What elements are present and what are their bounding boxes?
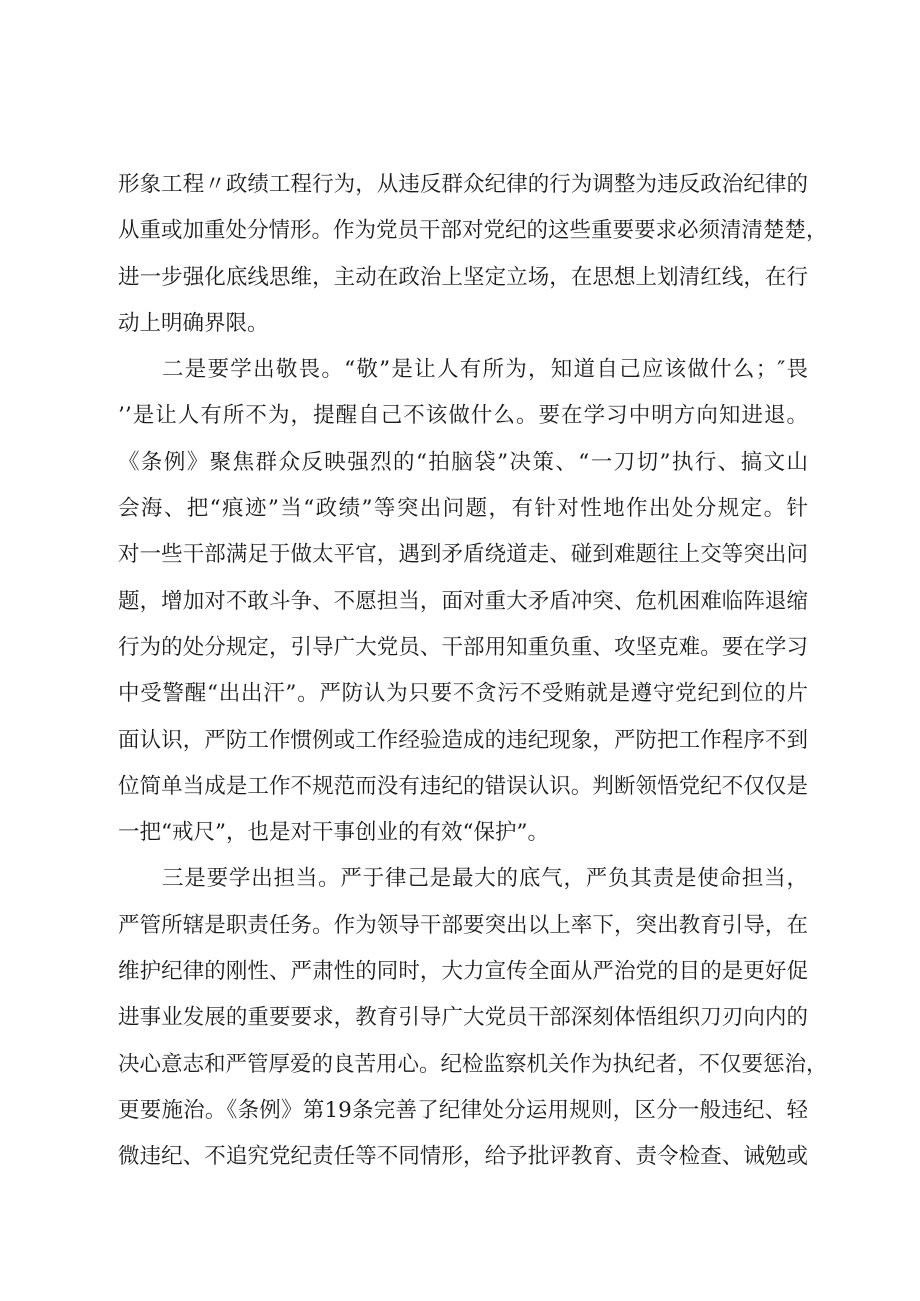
text-line: 中受警醒“出出汗”。严防认为只要不贪污不受贿就是遵守党纪到位的片	[118, 681, 808, 707]
text-line: 行为的处分规定，引导广大党员、干部用知重负重、攻坚克难。要在学习	[118, 634, 808, 660]
text-line: 更要施治。《条例》第19条完善了纪律处分运用规则，区分一般违纪、轻	[118, 1097, 808, 1123]
text-line: 严管所辖是职责任务。作为领导干部要突出以上率下，突出教育引导，在	[118, 912, 808, 938]
text-line: 进一步强化底线思维，主动在政治上坚定立场，在思想上划清红线，在行	[118, 264, 808, 290]
text-line: 位简单当成是工作不规范而没有违纪的错误认识。判断领悟党纪不仅仅是	[118, 773, 808, 799]
text-line: 会海、把“痕迹”当“政绩”等突出问题，有针对性地作出处分规定。针	[118, 496, 808, 522]
text-line: 从重或加重处分情形。作为党员干部对党纪的这些重要要求必须清清楚楚，	[118, 218, 828, 244]
text-line: 面认识，严防工作惯例或工作经验造成的违纪现象，严防把工作程序不到	[118, 727, 808, 753]
text-line: 维护纪律的刚性、严肃性的同时，大力宣传全面从严治党的目的是更好促	[118, 959, 808, 985]
text-line: 题，增加对不敢斗争、不愿担当，面对重大矛盾冲突、危机困难临阵退缩	[118, 588, 808, 614]
text-line: 对一些干部满足于做太平官，遇到矛盾绕道走、碰到难题往上交等突出问	[118, 542, 808, 568]
text-line: 形象工程〃政绩工程行为，从违反群众纪律的行为调整为违反政治纪律的	[118, 172, 808, 197]
text-line: 一把“戒尺”，也是对干事创业的有效“保护”。	[118, 820, 549, 846]
text-line: 微违纪、不追究党纪责任等不同情形，给予批评教育、责令检查、诫勉或	[118, 1144, 808, 1170]
document-body	[118, 162, 828, 1181]
text-line: ’’是让人有所不为，提醒自己不该做什么。要在学习中明方向知进退。	[118, 403, 808, 429]
text-line: 进事业发展的重要要求，教育引导广大党员干部深刻体悟组织刀刃向内的	[118, 1005, 808, 1031]
text-line: 决心意志和严管厚爱的良苦用心。纪检监察机关作为执纪者，不仅要惩治，	[118, 1051, 828, 1077]
text-line: 《条例》聚焦群众反映强烈的“拍脑袋”决策、“一刀切”执行、搞文山	[118, 449, 808, 475]
text-line: 动上明确界限。	[118, 310, 269, 336]
text-line: 三是要学出担当。严于律己是最大的底气，严负其责是使命担当，	[162, 866, 808, 892]
text-line: 二是要学出敬畏。“敬”是让人有所为，知道自己应该做什么；″畏	[162, 357, 808, 383]
